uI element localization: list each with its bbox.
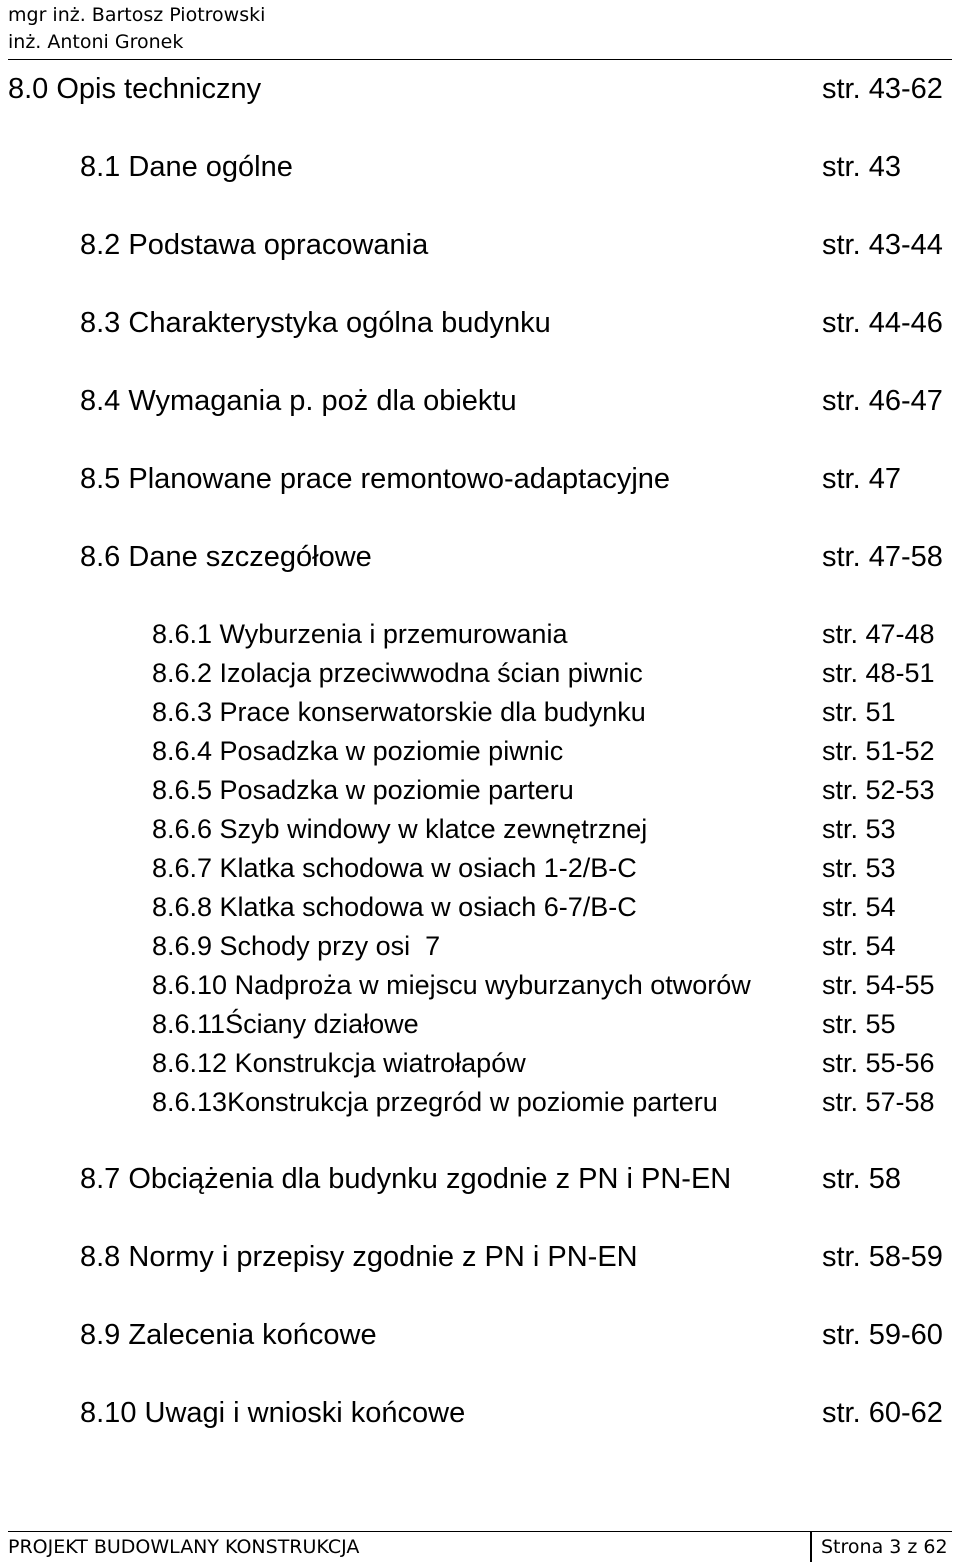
toc-entry-label: 8.6.8 Klatka schodowa w osiach 6-7/B-C bbox=[152, 892, 637, 922]
toc-entry-subsection bbox=[152, 852, 950, 884]
toc-entry-label: 8.6.13Konstrukcja przegród w poziomie parteru bbox=[152, 1087, 718, 1117]
toc-entry-page: str. 60-62 bbox=[822, 1397, 943, 1429]
footer-page-number: Strona 3 z 62 bbox=[821, 1536, 948, 1558]
toc-entry-label: 8.5 Planowane prace remontowo-adaptacyjne bbox=[80, 463, 671, 495]
toc-entry-label: 8.0 Opis techniczny bbox=[8, 73, 262, 105]
toc-entry-subsection bbox=[152, 1047, 950, 1079]
toc-entry-page: str. 48-51 bbox=[822, 658, 935, 688]
toc-entry-label: 8.6.4 Posadzka w poziomie piwnic bbox=[152, 736, 564, 766]
toc-entry-page: str. 47-48 bbox=[822, 619, 935, 649]
toc-entry-label: 8.6.11Ściany działowe bbox=[152, 1009, 419, 1039]
toc-entry-label: 8.2 Podstawa opracowania bbox=[80, 229, 429, 261]
toc-entry-page: str. 58-59 bbox=[822, 1241, 943, 1273]
toc-entry-section bbox=[80, 540, 950, 574]
toc-entry-page: str. 47 bbox=[822, 463, 901, 495]
toc-entry-subsection bbox=[152, 1008, 950, 1040]
toc-entry-label: 8.3 Charakterystyka ogólna budynku bbox=[80, 307, 551, 339]
toc-entry-subsection bbox=[152, 930, 950, 962]
page-header bbox=[8, 0, 952, 60]
toc-entry-page: str. 55-56 bbox=[822, 1048, 935, 1078]
toc-entry-page: str. 54-55 bbox=[822, 970, 935, 1000]
footer-project-title: PROJEKT BUDOWLANY KONSTRUKCJA bbox=[8, 1536, 360, 1558]
toc-entry-subsection bbox=[152, 696, 950, 728]
toc-entry-subsection bbox=[152, 618, 950, 650]
toc-entry-label: 8.10 Uwagi i wnioski końcowe bbox=[80, 1397, 466, 1429]
toc-entry-label: 8.6.12 Konstrukcja wiatrołapów bbox=[152, 1048, 526, 1078]
toc-entry-label: 8.6.7 Klatka schodowa w osiach 1-2/B-C bbox=[152, 853, 637, 883]
toc-entry-section bbox=[80, 462, 950, 496]
toc-entry-page: str. 55 bbox=[822, 1009, 896, 1039]
toc-entry-page: str. 43-62 bbox=[822, 73, 943, 105]
toc-entry-section bbox=[80, 150, 950, 184]
toc-entry-section bbox=[80, 1396, 950, 1430]
toc-entry-page: str. 53 bbox=[822, 853, 896, 883]
toc-entry-label: 8.9 Zalecenia końcowe bbox=[80, 1319, 377, 1351]
toc-entry-label: 8.6.9 Schody przy osi 7 bbox=[152, 931, 441, 961]
toc-entry-subsection bbox=[152, 813, 950, 845]
toc-entry-page: str. 46-47 bbox=[822, 385, 943, 417]
toc-entry-label: 8.8 Normy i przepisy zgodnie z PN i PN-EN bbox=[80, 1241, 638, 1273]
toc-entry-subsection bbox=[152, 657, 950, 689]
toc-entry-label: 8.4 Wymagania p. poż dla obiektu bbox=[80, 385, 517, 417]
toc-entry-page: str. 54 bbox=[822, 931, 896, 961]
toc-entry-page: str. 47-58 bbox=[822, 541, 943, 573]
toc-entry-section bbox=[80, 1318, 950, 1352]
page-footer bbox=[8, 1531, 952, 1562]
toc-entry-label: 8.6.1 Wyburzenia i przemurowania bbox=[152, 619, 568, 649]
toc-entry-page: str. 57-58 bbox=[822, 1087, 935, 1117]
toc-entry-label: 8.6.3 Prace konserwatorskie dla budynku bbox=[152, 697, 646, 727]
toc-entry-label: 8.6 Dane szczegółowe bbox=[80, 541, 372, 573]
toc-entry-page: str. 58 bbox=[822, 1163, 901, 1195]
toc-entry-page: str. 52-53 bbox=[822, 775, 935, 805]
toc-entry-subsection bbox=[152, 891, 950, 923]
toc-entry-subsection bbox=[152, 969, 950, 1001]
toc-entry-section bbox=[80, 306, 950, 340]
toc-entry-page: str. 44-46 bbox=[822, 307, 943, 339]
footer-divider bbox=[810, 1532, 812, 1562]
toc-entry-page: str. 54 bbox=[822, 892, 896, 922]
header-author-2: inż. Antoni Gronek bbox=[8, 31, 184, 53]
toc-entry-label: 8.6.6 Szyb windowy w klatce zewnętrznej bbox=[152, 814, 648, 844]
toc-entry-section bbox=[80, 1240, 950, 1274]
toc-entry-label: 8.6.10 Nadproża w miejscu wyburzanych otworów bbox=[152, 970, 751, 1000]
header-author-1: mgr inż. Bartosz Piotrowski bbox=[8, 4, 266, 26]
toc-entry-page: str. 51-52 bbox=[822, 736, 935, 766]
toc-entry-subsection bbox=[152, 735, 950, 767]
toc-entry-page: str. 59-60 bbox=[822, 1319, 943, 1351]
toc-entry-page: str. 43 bbox=[822, 151, 901, 183]
toc-entry-label: 8.7 Obciążenia dla budynku zgodnie z PN i PN-EN bbox=[80, 1163, 732, 1195]
toc-entry-page: str. 51 bbox=[822, 697, 896, 727]
toc-entry-subsection bbox=[152, 1086, 950, 1118]
toc-entry-label: 8.1 Dane ogólne bbox=[80, 151, 293, 183]
toc-entry-section bbox=[80, 1162, 950, 1196]
toc-entry-page: str. 53 bbox=[822, 814, 896, 844]
toc-entry-subsection bbox=[152, 774, 950, 806]
toc-entry-page: str. 43-44 bbox=[822, 229, 943, 261]
toc-entry-label: 8.6.2 Izolacja przeciwwodna ścian piwnic bbox=[152, 658, 643, 688]
toc-entry-section bbox=[80, 384, 950, 418]
toc-entry-main bbox=[8, 72, 952, 106]
toc-entry-label: 8.6.5 Posadzka w poziomie parteru bbox=[152, 775, 574, 805]
toc-entry-section bbox=[80, 228, 950, 262]
